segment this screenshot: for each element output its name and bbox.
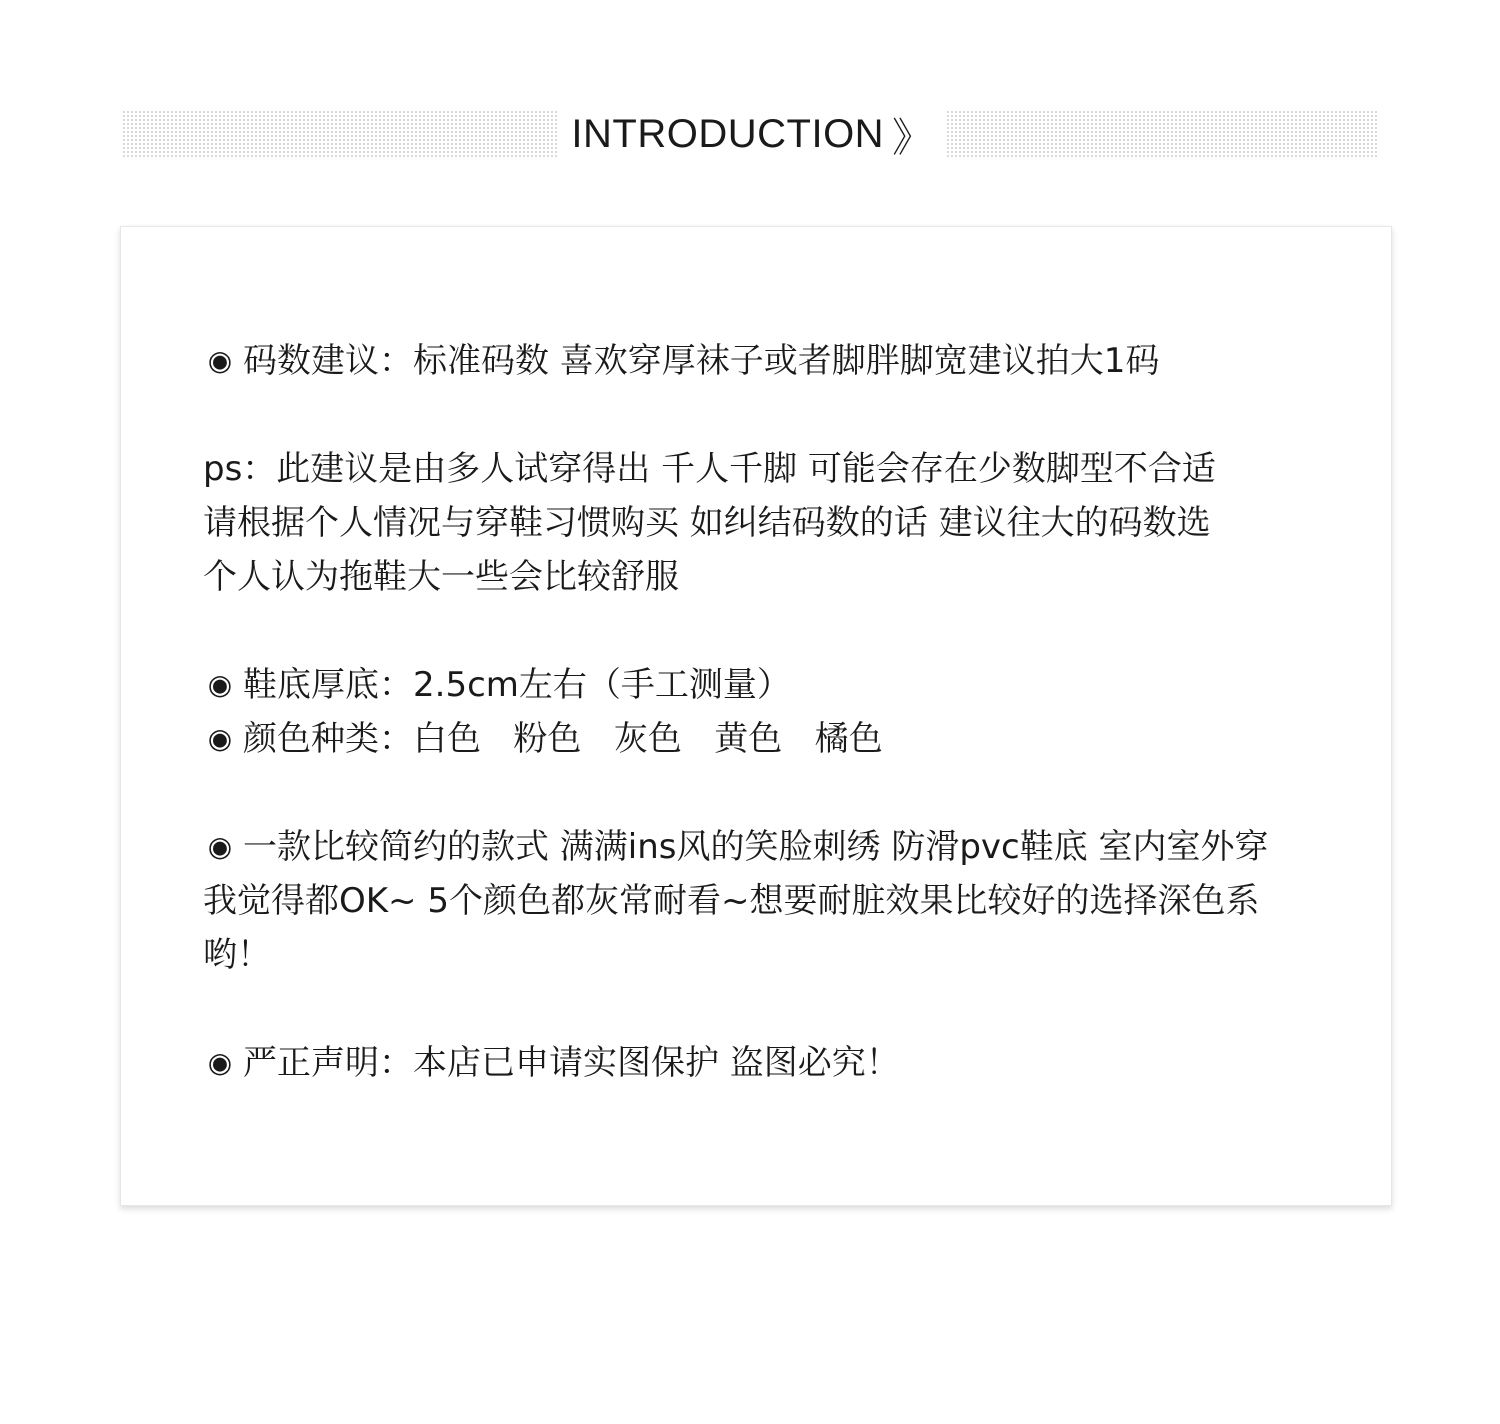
sole-thickness-text: 鞋底厚底：2.5cm左右（手工测量）	[243, 665, 791, 705]
size-advice-text: 码数建议：标准码数 喜欢穿厚袜子或者脚胖脚宽建议拍大1码	[243, 341, 1160, 381]
statement-text: 严正声明：本店已申请实图保护 盗图必究！	[243, 1043, 900, 1083]
bullet-icon: ◉	[207, 1046, 233, 1079]
colors-line	[203, 712, 1323, 766]
header-title	[558, 110, 946, 158]
style-desc-line-2: 我觉得都OK~ 5个颜色都灰常耐看~想要耐脏效果比较好的选择深色系	[203, 881, 1260, 921]
bullet-icon: ◉	[207, 722, 233, 755]
introduction-content	[203, 334, 1323, 1090]
section-header	[122, 110, 1378, 158]
colors-text: 颜色种类：白色 粉色 灰色 黄色 橘色	[243, 719, 883, 759]
ps-note-line-2: 请根据个人情况与穿鞋习惯购买 如纠结码数的话 建议往大的码数选	[203, 503, 1211, 543]
style-desc-text-1: 一款比较简约的款式 满满ins风的笑脸刺绣 防滑pvc鞋底 室内室外穿	[243, 827, 1269, 867]
ps-note-line-1: ps：此建议是由多人试穿得出 千人千脚 可能会存在少数脚型不合适	[203, 449, 1216, 489]
sole-thickness-line	[203, 658, 1323, 712]
style-desc-line-3: 哟！	[203, 935, 271, 975]
statement-line	[203, 1036, 1323, 1090]
bullet-icon: ◉	[207, 344, 233, 377]
style-desc-line-1	[203, 820, 1323, 874]
header-title-text: INTRODUCTION	[571, 111, 885, 156]
bullet-icon: ◉	[207, 668, 233, 701]
header-dot-pattern-right	[946, 110, 1378, 158]
introduction-card	[120, 226, 1392, 1206]
ps-note-line-3: 个人认为拖鞋大一些会比较舒服	[203, 557, 679, 597]
bullet-icon: ◉	[207, 830, 233, 863]
double-chevron-right-icon: 》	[892, 115, 933, 160]
header-dot-pattern-left	[122, 110, 558, 158]
size-advice-line	[203, 334, 1323, 388]
